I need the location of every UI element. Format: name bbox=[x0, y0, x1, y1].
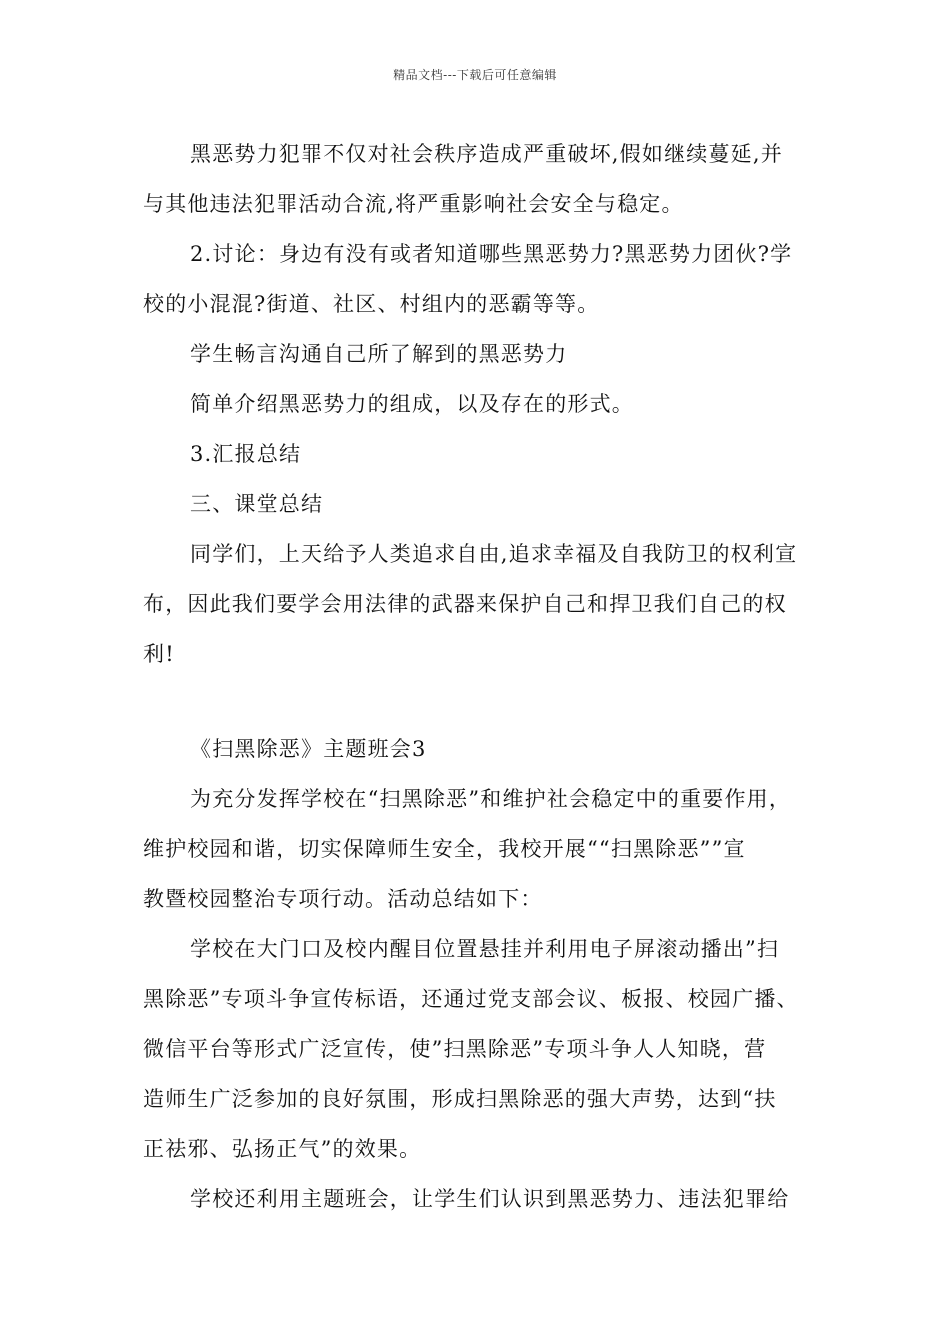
page-header: 精品文档---下载后可任意编辑 bbox=[393, 68, 557, 82]
paragraph-line: 三、课堂总结 bbox=[190, 492, 324, 516]
paragraph-line: 3.汇报总结 bbox=[190, 442, 302, 466]
paragraph-line: 为充分发挥学校在“扫黑除恶”和维护社会稳定中的重要作用， bbox=[190, 787, 792, 811]
paragraph-line: 微信平台等形式广泛宣传，使”扫黑除恶”专项斗争人人知晓，营 bbox=[143, 1037, 767, 1061]
paragraph-line: 学校在大门口及校内醒目位置悬挂并利用电子屏滚动播出”扫 bbox=[190, 937, 780, 961]
paragraph-line: 造师生广泛参加的良好氛围，形成扫黑除恶的强大声势，达到“扶 bbox=[143, 1087, 777, 1111]
paragraph-line: 学校还利用主题班会，让学生们认识到黑恶势力、违法犯罪给 bbox=[190, 1187, 790, 1211]
section-title: 《扫黑除恶》主题班会3 bbox=[190, 737, 427, 761]
paragraph-line: 教暨校园整治专项行动。活动总结如下： bbox=[143, 887, 543, 911]
paragraph-line: 2.讨论：身边有没有或者知道哪些黑恶势力?黑恶势力团伙?学 bbox=[190, 242, 793, 266]
paragraph-line: 校的小混混?街道、社区、村组内的恶霸等等。 bbox=[143, 292, 600, 316]
paragraph-line: 与其他违法犯罪活动合流,将严重影响社会安全与稳定。 bbox=[143, 192, 684, 216]
paragraph-line: 利! bbox=[143, 642, 175, 666]
paragraph-line: 学生畅言沟通自己所了解到的黑恶势力 bbox=[190, 342, 568, 366]
paragraph-line: 正祛邪、弘扬正气”的效果。 bbox=[143, 1137, 422, 1161]
paragraph-line: 维护校园和谐，切实保障师生安全，我校开展““扫黑除恶””宣 bbox=[143, 837, 746, 861]
paragraph-line: 同学们，上天给予人类追求自由,追求幸福及自我防卫的权利宣 bbox=[190, 542, 798, 566]
paragraph-line: 简单介绍黑恶势力的组成，以及存在的形式。 bbox=[190, 392, 634, 416]
paragraph-line: 黑恶势力犯罪不仅对社会秩序造成严重破坏,假如继续蔓延,并 bbox=[190, 142, 783, 166]
paragraph-line: 布，因此我们要学会用法律的武器来保护自己和捍卫我们自己的权 bbox=[143, 592, 787, 616]
paragraph-line: 黑除恶”专项斗争宣传标语，还通过党支部会议、板报、校园广播、 bbox=[143, 987, 799, 1011]
